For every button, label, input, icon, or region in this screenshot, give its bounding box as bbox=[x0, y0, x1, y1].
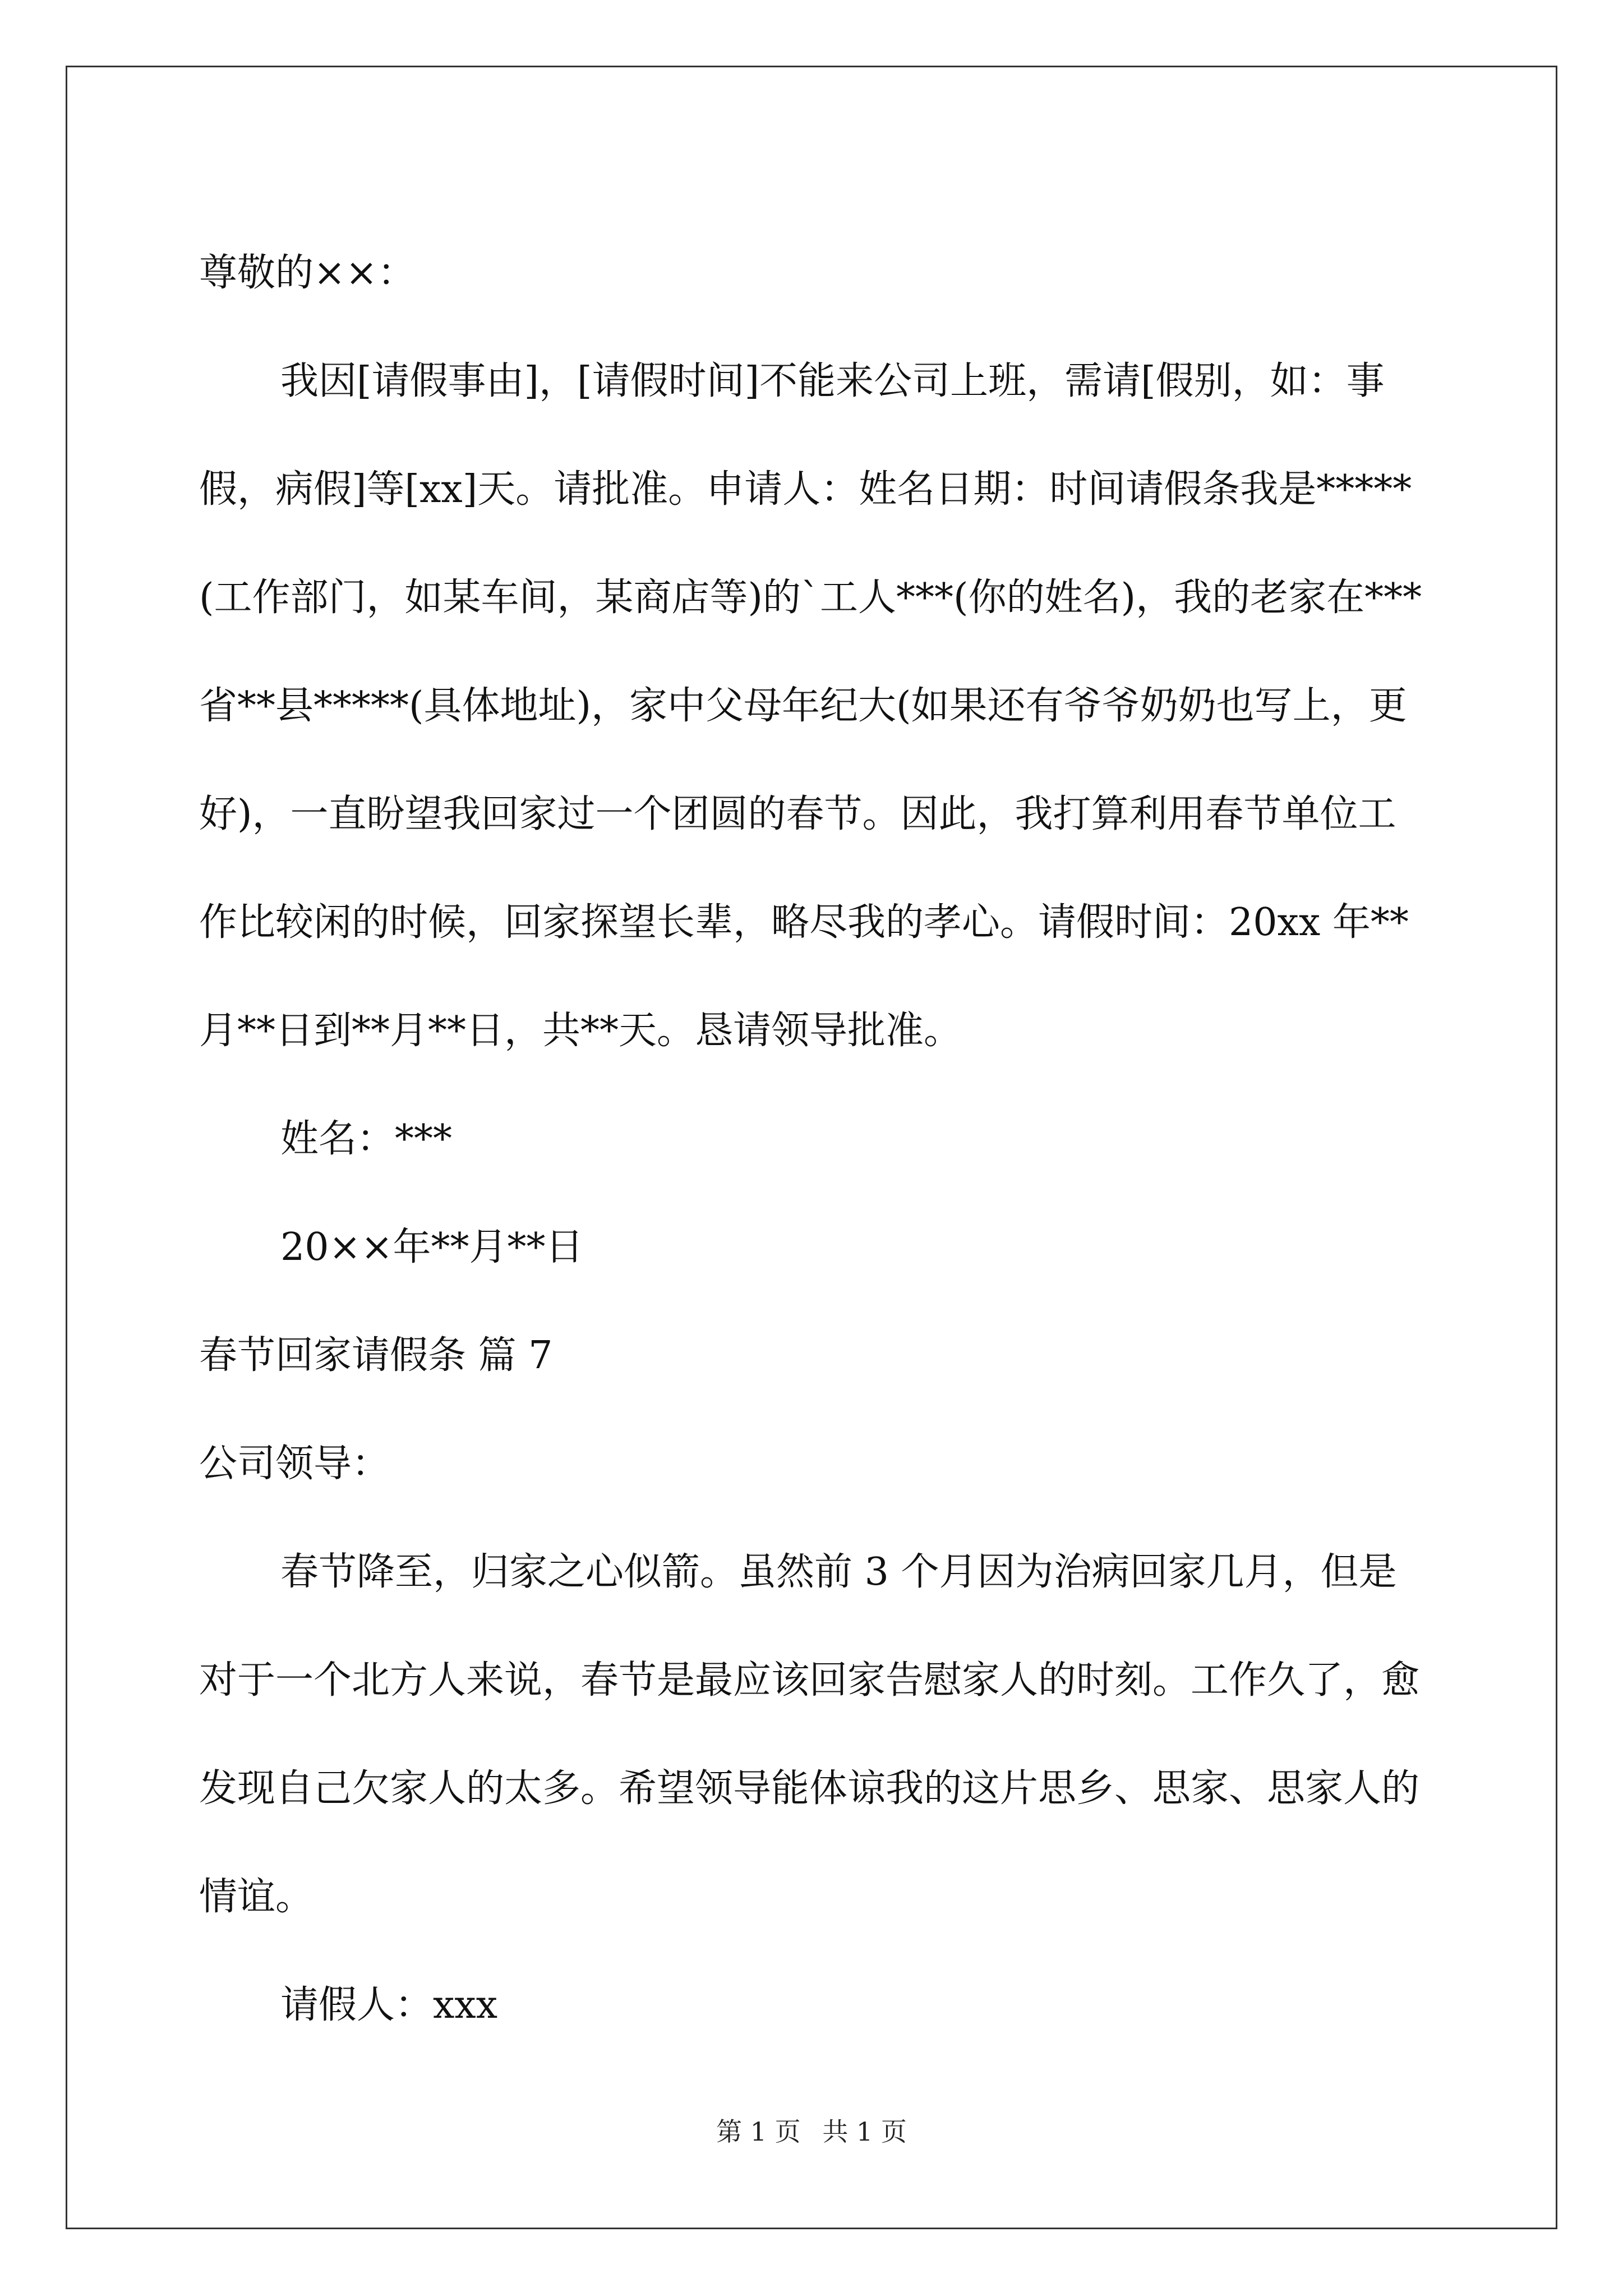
page-footer bbox=[0, 2115, 1623, 2148]
salutation: 尊敬的××： bbox=[199, 251, 416, 295]
signature-date: 20××年**月**日 bbox=[280, 1225, 584, 1269]
body-paragraph-request: 我因[请假事由]，[请假时间]不能来公司上班，需请[假别，如：事假，病假]等[xx]天。请批准。申请人：姓名日期：时间请假条我是*****(工作部门，如某车间，某商店等)的`工人***(你的姓名)，我的老家在***省**县*****(具体地址)，家中父母年纪大(如果还有爷爷奶奶也写上，更好)，一直盼望我回家过一个团圆的春节。因此，我打算利用春节单位工作比较闲的时候，回家探望长辈，略尽我的孝心。请假时间：20xx 年**月**日到**月**日，共**天。恳请领导批准。 bbox=[199, 359, 1422, 1053]
section-heading: 春节回家请假条 篇 7 bbox=[199, 1333, 553, 1378]
page-total: 共 1 页 bbox=[822, 2116, 907, 2147]
signature-name: 姓名：*** bbox=[280, 1117, 453, 1161]
requester-name: 请假人：xxx bbox=[280, 1983, 498, 2027]
salutation-2: 公司领导： bbox=[199, 1442, 390, 1486]
page-number: 第 1 页 bbox=[716, 2116, 801, 2147]
body-paragraph-reason: 春节降至，归家之心似箭。虽然前 3 个月因为治病回家几月，但是对于一个北方人来说，春节是最应该回家告慰家人的时刻。工作久了，愈发现自己欠家人的太多。希望领导能体谅我的这片思乡、思家、思家人的情谊。 bbox=[199, 1550, 1420, 1919]
document-body bbox=[199, 219, 1433, 2059]
